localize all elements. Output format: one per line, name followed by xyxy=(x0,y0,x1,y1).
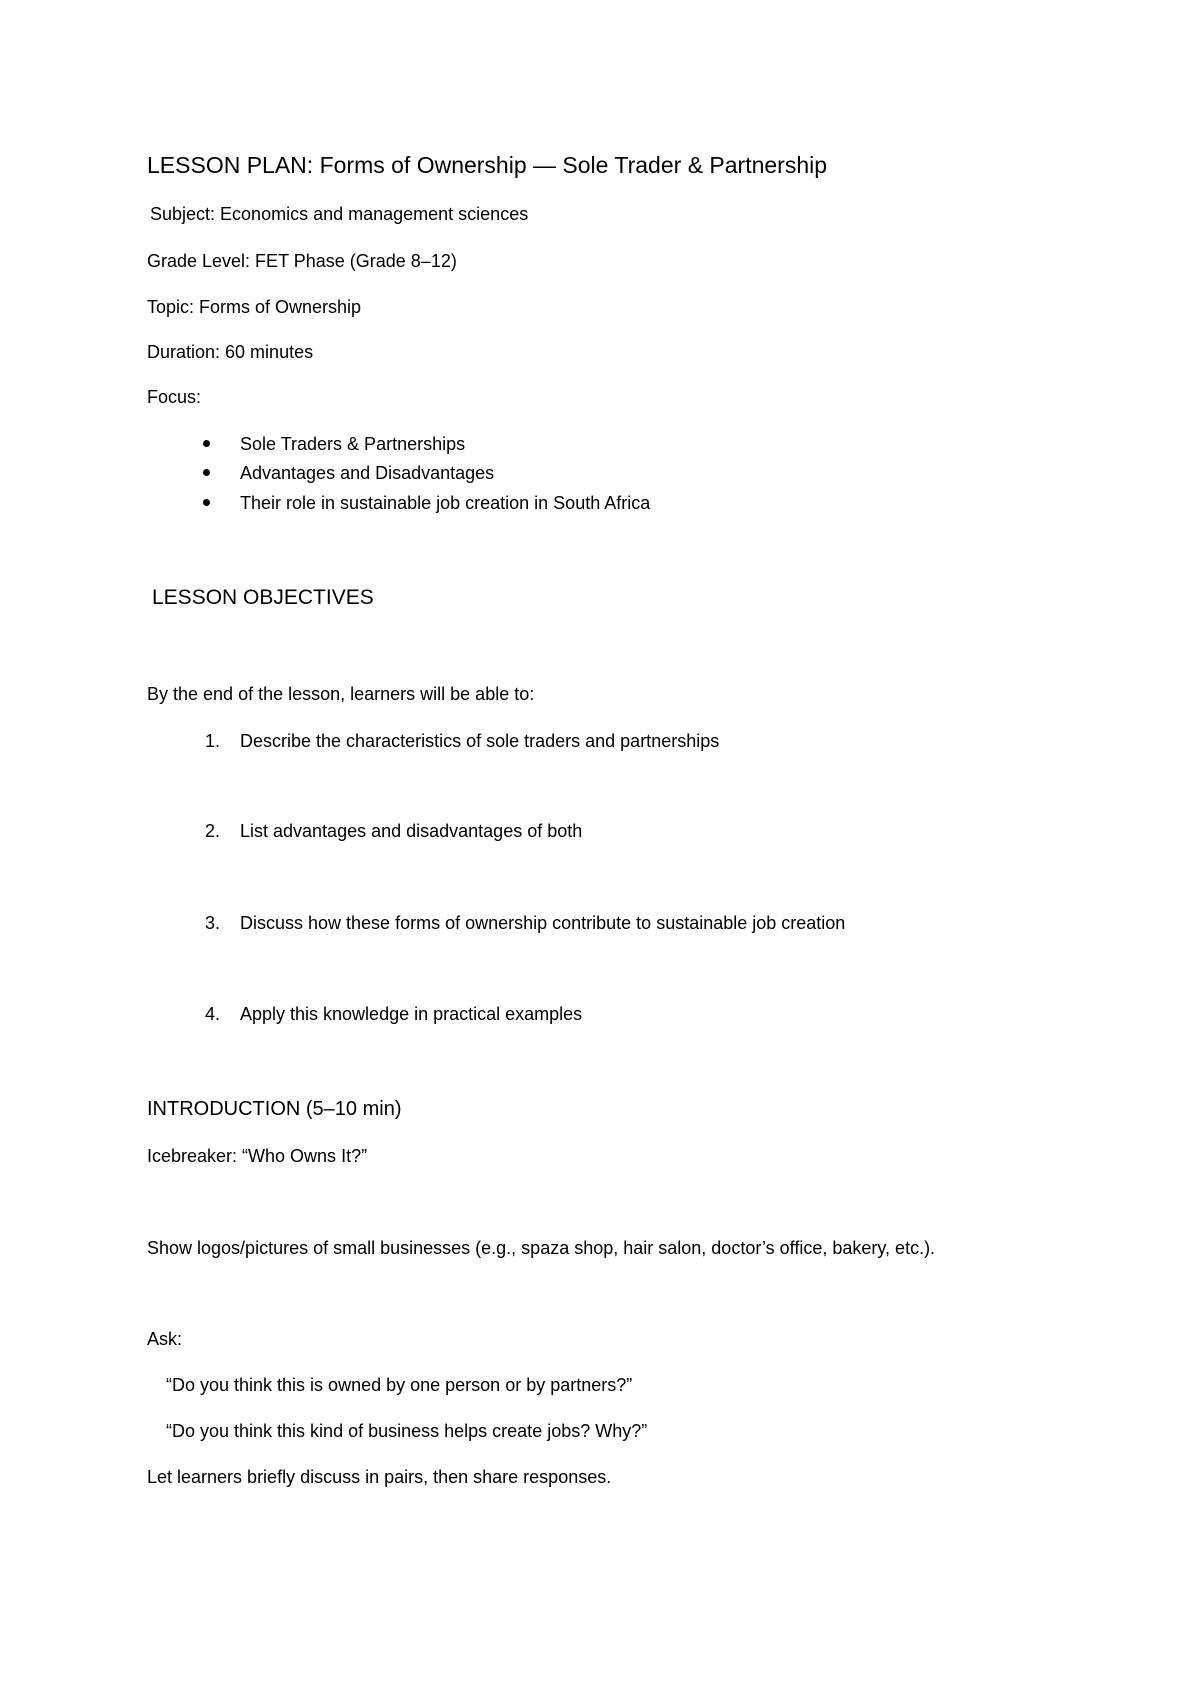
list-item: List advantages and disadvantages of both xyxy=(240,821,583,841)
list-item: Advantages and Disadvantages xyxy=(240,463,495,483)
question-line: “Do you think this is owned by one person or by partners?” xyxy=(166,1375,633,1395)
list-number: 1. xyxy=(205,731,221,751)
topic-line: Topic: Forms of Ownership xyxy=(147,297,362,317)
ask-label: Ask: xyxy=(147,1329,183,1349)
show-instruction: Show logos/pictures of small businesses (e.g., spaza shop, hair salon, doctor’s office, bakery, etc.). xyxy=(147,1238,936,1258)
objectives-intro: By the end of the lesson, learners will be able to: xyxy=(147,684,535,704)
list-item: Apply this knowledge in practical examples xyxy=(240,1004,583,1024)
list-item: Their role in sustainable job creation in South Africa xyxy=(240,493,651,513)
closing-instruction: Let learners briefly discuss in pairs, then share responses. xyxy=(147,1467,612,1487)
bullet-icon xyxy=(203,499,210,506)
list-item: Describe the characteristics of sole traders and partnerships xyxy=(240,731,720,751)
subject-line: Subject: Economics and management sciences xyxy=(150,204,529,224)
bullet-icon xyxy=(203,469,210,476)
duration-line: Duration: 60 minutes xyxy=(147,342,314,362)
icebreaker-line: Icebreaker: “Who Owns It?” xyxy=(147,1146,368,1166)
introduction-heading: INTRODUCTION (5–10 min) xyxy=(147,1098,402,1120)
question-line: “Do you think this kind of business helps create jobs? Why?” xyxy=(166,1421,648,1441)
page-title: LESSON PLAN: Forms of Ownership — Sole Trader & Partnership xyxy=(147,152,828,178)
focus-label: Focus: xyxy=(147,387,202,407)
list-item: Sole Traders & Partnerships xyxy=(240,434,466,454)
list-number: 2. xyxy=(205,821,221,841)
grade-line: Grade Level: FET Phase (Grade 8–12) xyxy=(147,251,457,271)
list-number: 3. xyxy=(205,913,221,933)
list-number: 4. xyxy=(205,1004,221,1024)
list-item: Discuss how these forms of ownership contribute to sustainable job creation xyxy=(240,913,846,933)
bullet-icon xyxy=(203,440,210,447)
objectives-heading: LESSON OBJECTIVES xyxy=(152,586,374,609)
